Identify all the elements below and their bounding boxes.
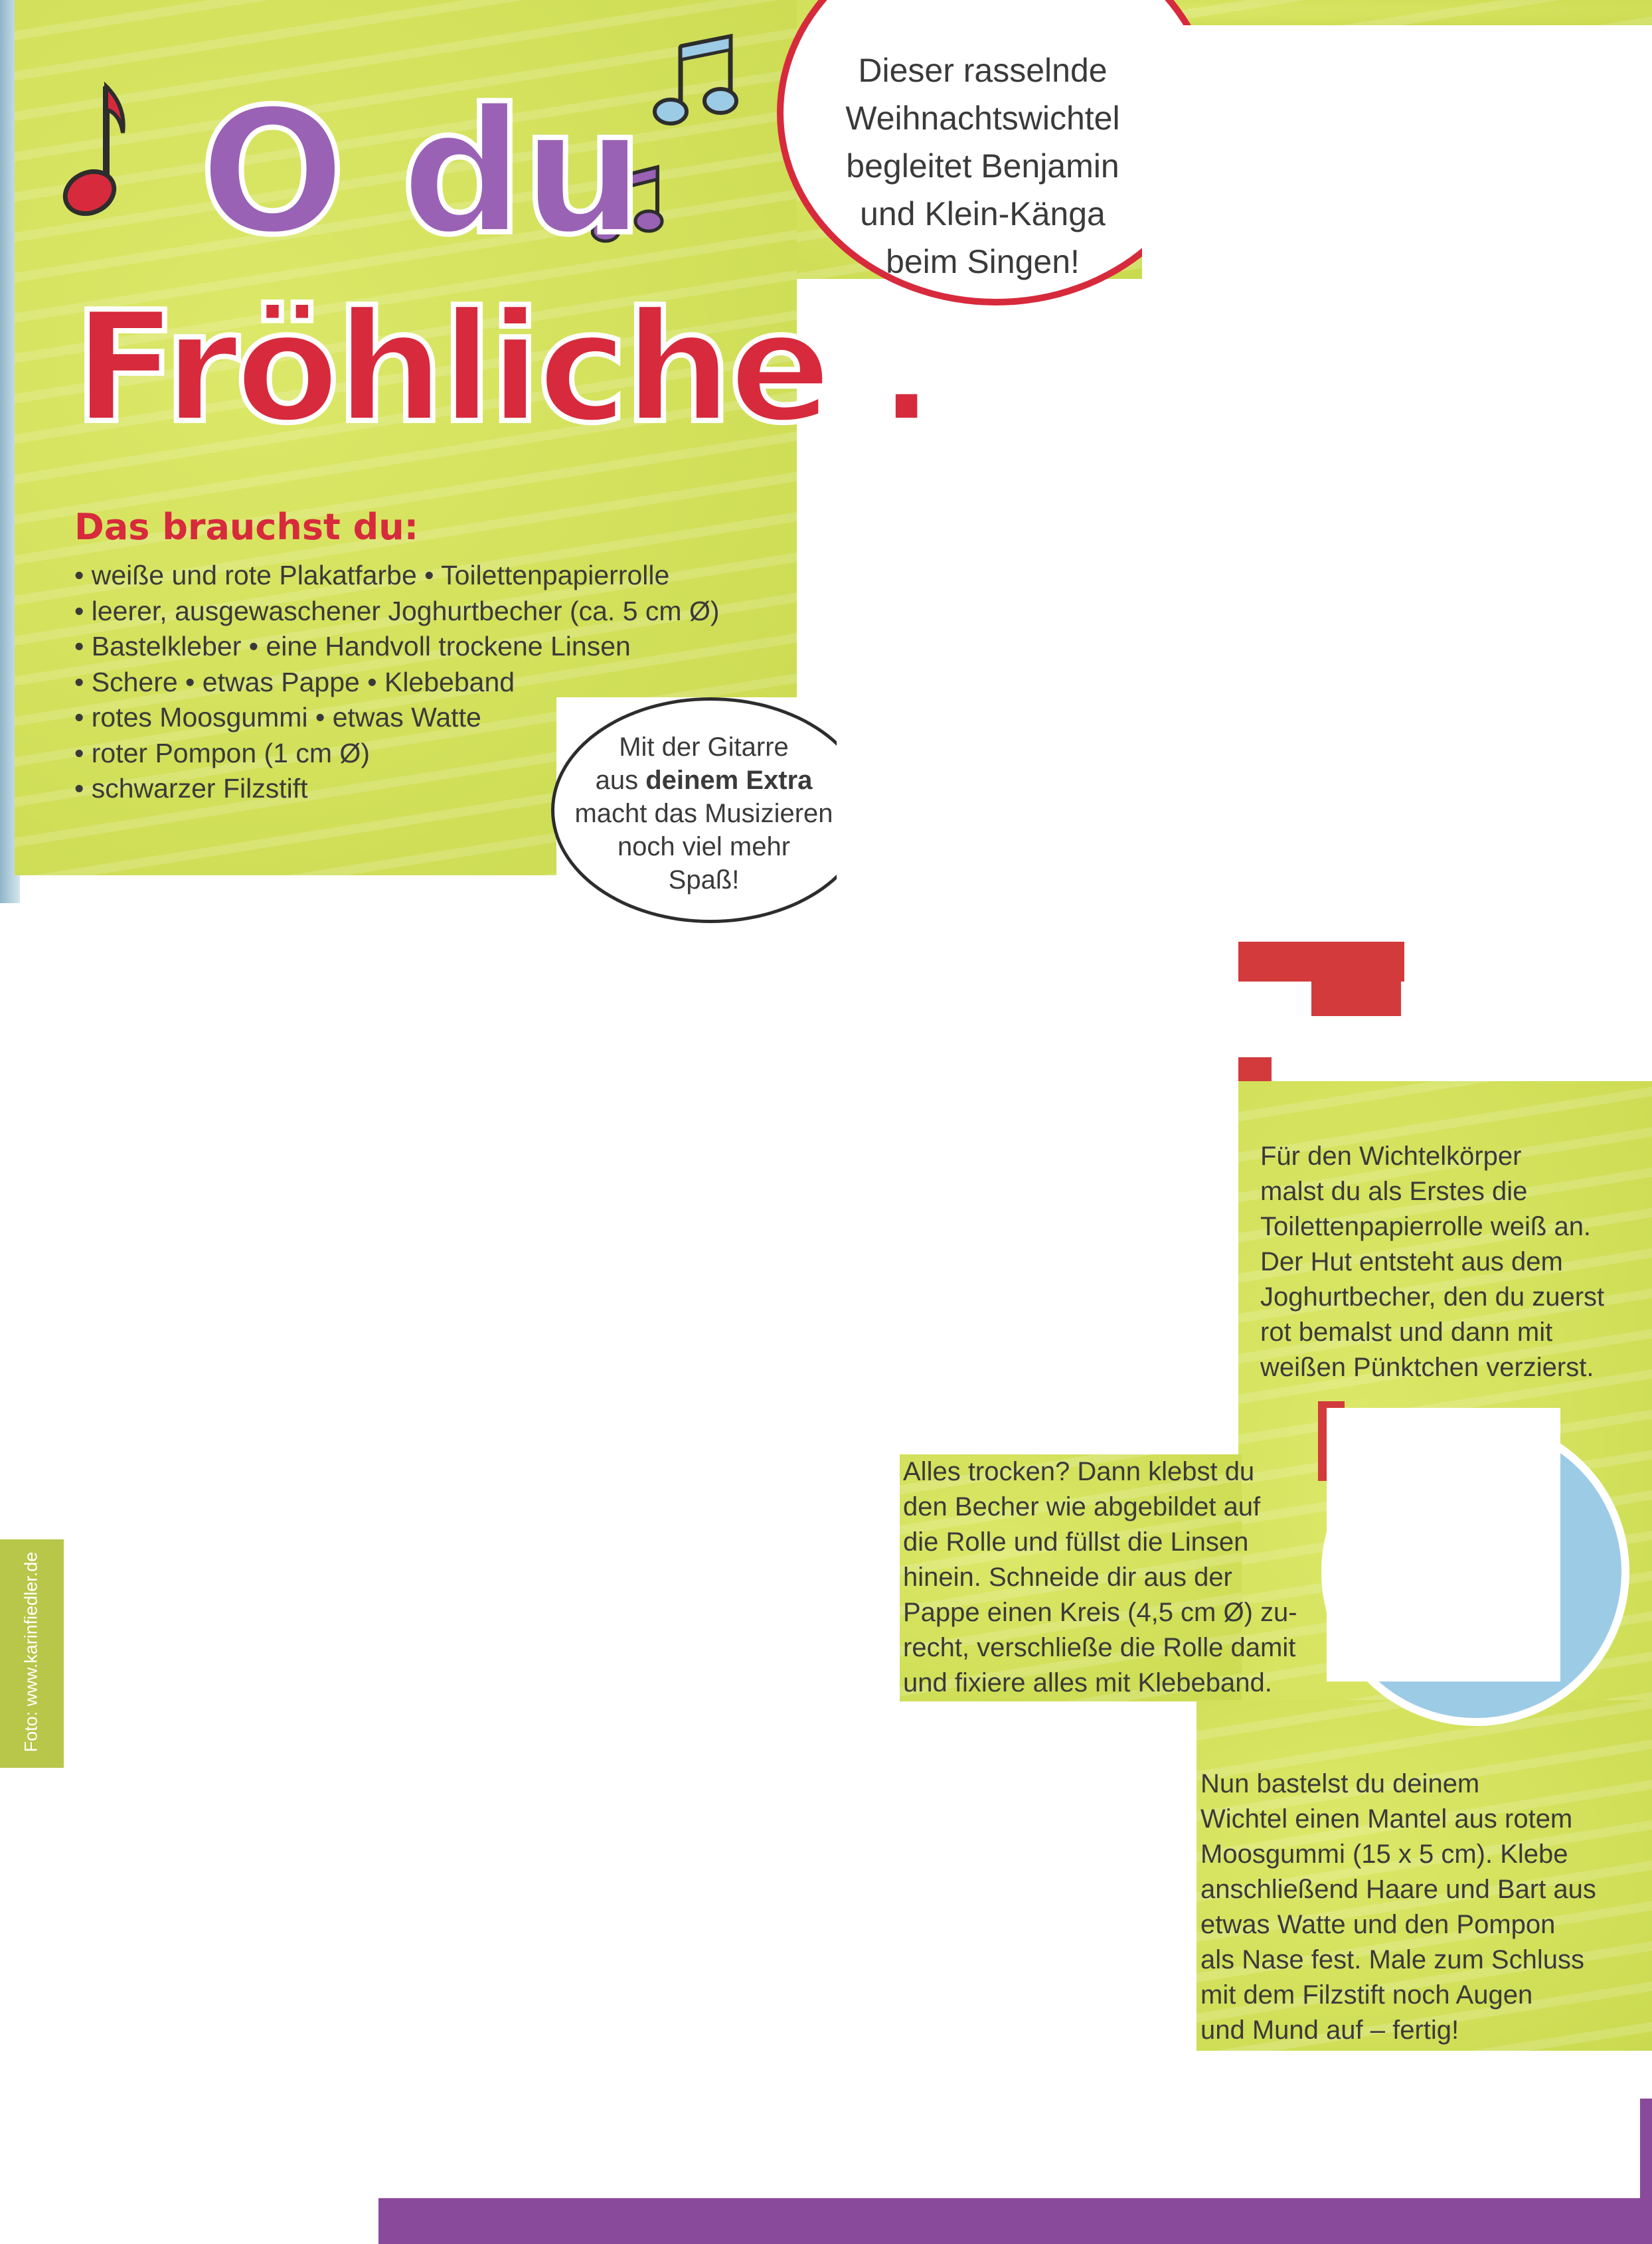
step-line: Joghurtbecher, den du zuerst [1260,1282,1605,1312]
red-block-mid [1311,980,1401,1016]
title-line-2: Fröhliche . [73,280,932,457]
title-line-1: O du [199,72,642,273]
step-line: den Becher wie abgebildet auf [903,1492,1261,1521]
step-line: recht, verschließe die Rolle damit [903,1633,1296,1662]
right-purple-band [1640,2099,1652,2205]
extra-line: Mit der Gitarre [619,733,789,762]
step-3-text [1200,1767,1652,2048]
extra-line: noch viel mehr [617,832,791,861]
step-line: Moosgummi (15 x 5 cm). Klebe [1200,1840,1568,1869]
step-line: Nun bastelst du deinem [1200,1769,1480,1798]
list-item: • leerer, ausgewaschener Joghurtbecher (ca. 5 cm Ø) [74,595,720,626]
bottom-purple-band [378,2198,1652,2244]
list-item: • rotes Moosgummi • etwas Watte [74,702,481,733]
step-line: und Mund auf – fertig! [1200,2016,1459,2045]
extra-line-prefix: aus [595,766,646,795]
step-line: hinein. Schneide dir aus der [903,1563,1232,1592]
extra-line [564,764,843,797]
list-item: • schwarzer Filzstift [74,773,308,804]
list-item: • Schere • etwas Pappe • Klebeband [74,666,515,697]
intro-line: und Klein-Känga [860,195,1106,232]
red-block-top [1238,942,1404,982]
step-line: Toilettenpapierrolle weiß an. [1260,1212,1592,1241]
step-2-text [903,1454,1328,1701]
step-line: etwas Watte und den Pompon [1200,1910,1556,1939]
intro-line: begleitet Benjamin [846,147,1119,185]
extra-line: Spaß! [668,865,740,895]
step-line: mit dem Filzstift noch Augen [1200,1980,1533,2010]
step-line: Pappe einen Kreis (4,5 cm Ø) zu- [903,1598,1297,1627]
intro-bubble-text [797,46,1169,286]
list-item: • Bastelkleber • eine Handvoll trockene Linsen [74,631,631,661]
step-line: und fixiere alles mit Klebeband. [903,1668,1272,1697]
step-line: als Nase fest. Male zum Schluss [1200,1945,1584,1974]
step-line: malst du als Erstes die [1260,1177,1528,1206]
extra-bubble-text [564,731,843,897]
illustration-cutout [1327,1408,1560,1682]
step-line: rot bemalst und dann mit [1260,1318,1553,1347]
step-line: weißen Pünktchen verzierst. [1260,1353,1594,1382]
red-block-small [1238,1057,1272,1084]
bottom-cutout-2 [1197,2051,1640,2194]
extra-line: macht das Musizieren [574,799,833,828]
step-line: anschließend Haare und Bart aus [1200,1875,1596,1904]
step-line: Der Hut entsteht aus dem [1260,1247,1563,1276]
intro-line: Dieser rasselnde [858,52,1108,89]
step-line: Für den Wichtelkörper [1260,1142,1522,1171]
intro-line: Weihnachtswichtel [845,100,1120,137]
music-note-icon [651,27,750,126]
step-line: die Rolle und füllst die Linsen [903,1527,1249,1557]
materials-heading: Das brauchst du: [74,506,419,548]
music-note-icon [60,80,133,226]
step-line: Wichtel einen Mantel aus rotem [1200,1804,1573,1834]
step-1-text [1260,1139,1645,1385]
photo-credit: Foto: www.karinfiedler.de [21,1551,41,1753]
list-item: • weiße und rote Plakatfarbe • Toilettenpapierrolle [74,560,670,590]
extra-highlight: deinem Extra [645,766,813,795]
list-item: • roter Pompon (1 cm Ø) [74,737,370,768]
intro-line: beim Singen! [886,243,1080,280]
step-line: Alles trocken? Dann klebst du [903,1457,1255,1486]
